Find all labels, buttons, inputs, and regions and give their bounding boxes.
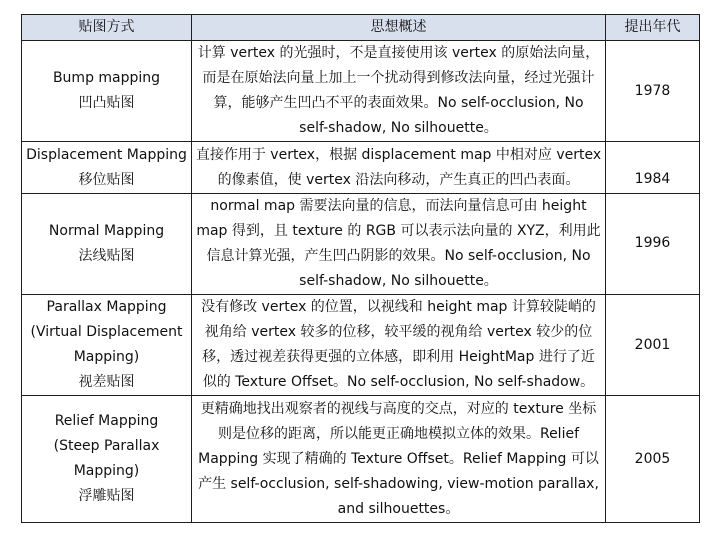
table-row xyxy=(22,41,700,142)
idea-cell: 没有修改 vertex 的位置，以视线和 height map 计算较陡峭的 视角给 vertex 较多的位移，较平缓的视角给 vertex 较少的位 移，透过视差获得更强的立体感，即利用 HeightMap 进行了近 似的 Texture Offset。No self-occlusion, No self-shadow。 xyxy=(192,295,606,396)
header-method: 贴图方式 xyxy=(22,15,192,41)
table-row xyxy=(22,193,700,294)
year-cell: 2001 xyxy=(606,295,700,396)
idea-cell: normal map 需要法向量的信息，而法向量信息可由 height map 得到，且 texture 的 RGB 可以表示法向量的 XYZ，利用此 信息计算光强，产生凹凸阴影的效果。No self-occlusion, No self-shadow, No silhouette。 xyxy=(192,193,606,294)
idea-cell: 直接作用于 vertex，根据 displacement map 中相对应 vertex 的像素值，使 vertex 沿法向移动，产生真正的凹凸表面。 xyxy=(192,142,606,193)
method-cell: Parallax Mapping (Virtual Displacement Mapping) 视差贴图 xyxy=(22,295,192,396)
method-cell: Normal Mapping 法线贴图 xyxy=(22,193,192,294)
mapping-table xyxy=(21,14,700,523)
table-row xyxy=(22,396,700,523)
header-year: 提出年代 xyxy=(606,15,700,41)
method-cell: Displacement Mapping 移位贴图 xyxy=(22,142,192,193)
table-row xyxy=(22,142,700,193)
year-cell: 1984 xyxy=(606,142,700,193)
table-row xyxy=(22,295,700,396)
header-row xyxy=(22,15,700,41)
year-cell: 1978 xyxy=(606,41,700,142)
idea-cell: 更精确地找出观察者的视线与高度的交点，对应的 texture 坐标 则是位移的距离，所以能更正确地模拟立体的效果。Relief Mapping 实现了精确的 Texture Offset。Relief Mapping 可以 产生 self-occlusion, self-shadowing, view-motion parallax, and silhouettes。 xyxy=(192,396,606,523)
year-cell: 2005 xyxy=(606,396,700,523)
method-cell: Bump mapping 凹凸贴图 xyxy=(22,41,192,142)
idea-cell: 计算 vertex 的光强时，不是直接使用该 vertex 的原始法向量， 而是在原始法向量上加上一个扰动得到修改法向量，经过光强计 算，能够产生凹凸不平的表面效果。No self-occlusion, No self-shadow, No silhouette。 xyxy=(192,41,606,142)
year-cell: 1996 xyxy=(606,193,700,294)
header-idea: 思想概述 xyxy=(192,15,606,41)
method-cell: Relief Mapping (Steep Parallax Mapping) 浮雕贴图 xyxy=(22,396,192,523)
